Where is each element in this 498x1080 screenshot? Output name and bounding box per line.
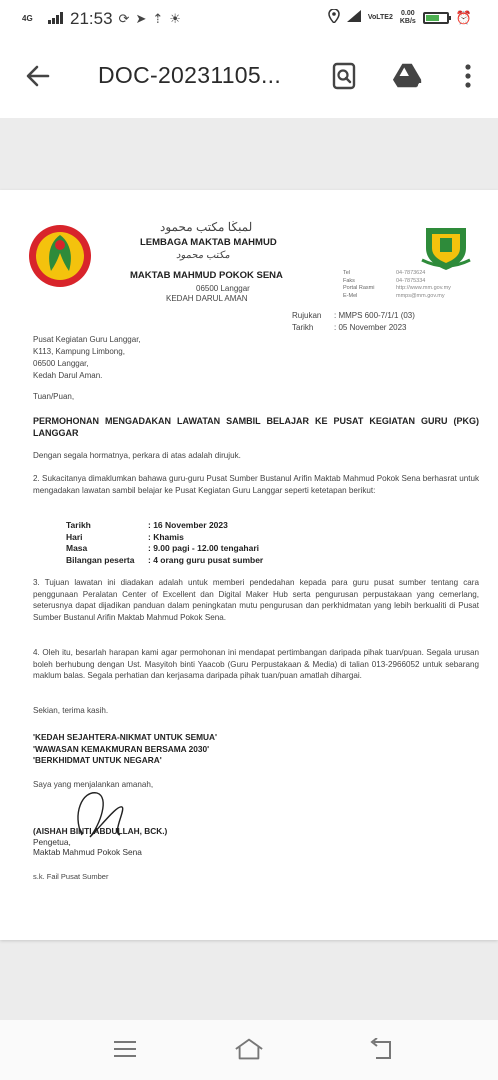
- menu-lines-icon: [113, 1040, 137, 1058]
- carbon-copy: s.k. Fail Pusat Sumber: [33, 872, 109, 881]
- duty-line: Saya yang menjalankan amanah,: [33, 780, 154, 789]
- script-line: مکتب محمود: [176, 250, 230, 261]
- visit-details: [66, 520, 263, 566]
- org-name: LEMBAGA MAKTAB MAHMUD: [140, 237, 277, 248]
- home-button[interactable]: [234, 1036, 264, 1062]
- add-to-drive-button[interactable]: [392, 60, 424, 92]
- letter-subject: PERMOHONAN MENGADAKAN LAWATAN SAMBIL BELAJAR KE PUSAT KEGIATAN GURU (PKG) LANGGAR: [33, 416, 479, 438]
- alarm-icon: ⏰: [455, 9, 472, 25]
- drive-add-icon: [392, 61, 424, 91]
- recent-apps-button[interactable]: [110, 1036, 140, 1062]
- contact-labels: Tel Faks Portal Rasmi E-Mel: [343, 270, 375, 299]
- search-document-button[interactable]: [328, 60, 360, 92]
- detail-row: Masa : 9.00 pagi - 12.00 tengahari: [66, 543, 260, 553]
- salutation: Tuan/Puan,: [33, 392, 75, 401]
- sync-icon: ⟳: [118, 11, 130, 26]
- detail-row: Bilangan peserta : 4 orang guru pusat sumber: [66, 554, 264, 565]
- contact-values: 04-7873624 04-7875334 http://www.mm.gov.my mmps@mm.gov.my: [396, 270, 451, 299]
- location-icon: [328, 9, 340, 26]
- slogans: 'KEDAH SEJAHTERA-NIKMAT UNTUK SEMUA' 'WAWASAN KEMAKMURAN BERSAMA 2030' 'BERKHIDMAT UNTUK NEGARA': [33, 732, 218, 765]
- battery-icon: [423, 12, 449, 24]
- recipient-address: Pusat Kegiatan Guru Langgar, K113, Kampung Limbong, 06500 Langgar, Kedah Darul Aman.: [33, 335, 141, 380]
- school-name: MAKTAB MAHMUD POKOK SENA: [130, 270, 283, 281]
- app-notification-icon: ☀: [169, 11, 181, 26]
- reference-labels: Rujukan Tarikh: [292, 311, 322, 332]
- paragraph-2: 2. Sukacitanya dimaklumkan bahawa guru-guru Pusat Sumber Bustanul Arifin Maktab Mahmud Pokok Sena berhasrat untuk mengadakan lawatan sambil belajar ke Pusat Kegiatan Guru Langgar seperti ketetapan berikut:: [33, 474, 479, 495]
- address-line1: 06500 Langgar: [196, 284, 250, 293]
- back-button[interactable]: [22, 60, 54, 92]
- home-icon: [234, 1037, 264, 1061]
- signer-block: (AISHAH BINTI ABDULLAH, BCK.) Pengetua, Maktab Mahmud Pokok Sena: [33, 826, 168, 857]
- status-bar: [0, 0, 498, 36]
- letter-page: [0, 190, 498, 940]
- closing: Sekian, terima kasih.: [33, 706, 109, 715]
- wifi-signal-icon: [347, 10, 361, 25]
- clock: 21:53: [70, 9, 113, 28]
- volte-indicator: VoLTE2: [367, 13, 393, 21]
- data-speed: 0.00 KB/s: [399, 9, 416, 25]
- paragraph-3: 3. Tujuan lawatan ini diadakan adalah untuk memberi pendedahan kepada para guru pusat sumber tentang cara penggunaan Peralatan Center of Excellent dan Digital Maker Hub serta pengurusan perpustakaan yang cemerlang, seterusnya dapat dijadikan panduan dalam peningkatan mutu pengurusan dan perkhidmatan yang lebih berkualiti di Pusat Sumber Bustanul Arifin Maktab Mahmud Pokok Sena.: [33, 578, 479, 622]
- paragraph-4: 4. Oleh itu, besarlah harapan kami agar permohonan ini mendapat pertimbangan daripada pihak tuan/puan. Segala urusan boleh berhubung dengan Ust. Masyitoh binti Yaacob (Guru Perpustakaan & Media) di talian 013-2966052 untuk sebarang maklum balas. Segala perhatian dan kerjasama daripada pihak tuan/puan amatlah dihargai.: [33, 648, 479, 680]
- more-vertical-icon: [464, 63, 472, 89]
- jawi-header: لمبڬا مکتب محمود: [160, 220, 253, 234]
- reference-values: : MMPS 600-7/1/1 (03) : 05 November 2023: [334, 311, 415, 332]
- detail-row: Tarikh : 16 November 2023: [66, 520, 228, 530]
- back-nav-button[interactable]: [366, 1036, 396, 1062]
- system-nav-bar: [0, 1020, 498, 1080]
- kedah-crest-logo: [27, 223, 93, 289]
- arrow-left-icon: [22, 60, 54, 92]
- document-viewer[interactable]: [0, 118, 498, 1020]
- document-search-icon: [332, 62, 356, 90]
- app-bar: [0, 36, 498, 118]
- more-options-button[interactable]: [452, 60, 484, 92]
- upload-icon: ⇡: [152, 11, 164, 26]
- document-title: DOC-20231105...: [98, 62, 282, 88]
- navigation-icon: ➤: [135, 11, 147, 26]
- return-icon: [368, 1038, 394, 1060]
- school-crest-logo: [420, 220, 472, 272]
- detail-row: Hari : Khamis: [66, 531, 184, 542]
- opening-paragraph: Dengan segala hormatnya, perkara di atas adalah dirujuk.: [33, 451, 241, 460]
- network-type: 4G: [22, 14, 33, 23]
- signal-icon: [48, 11, 64, 28]
- address-line2: KEDAH DARUL AMAN: [166, 294, 248, 303]
